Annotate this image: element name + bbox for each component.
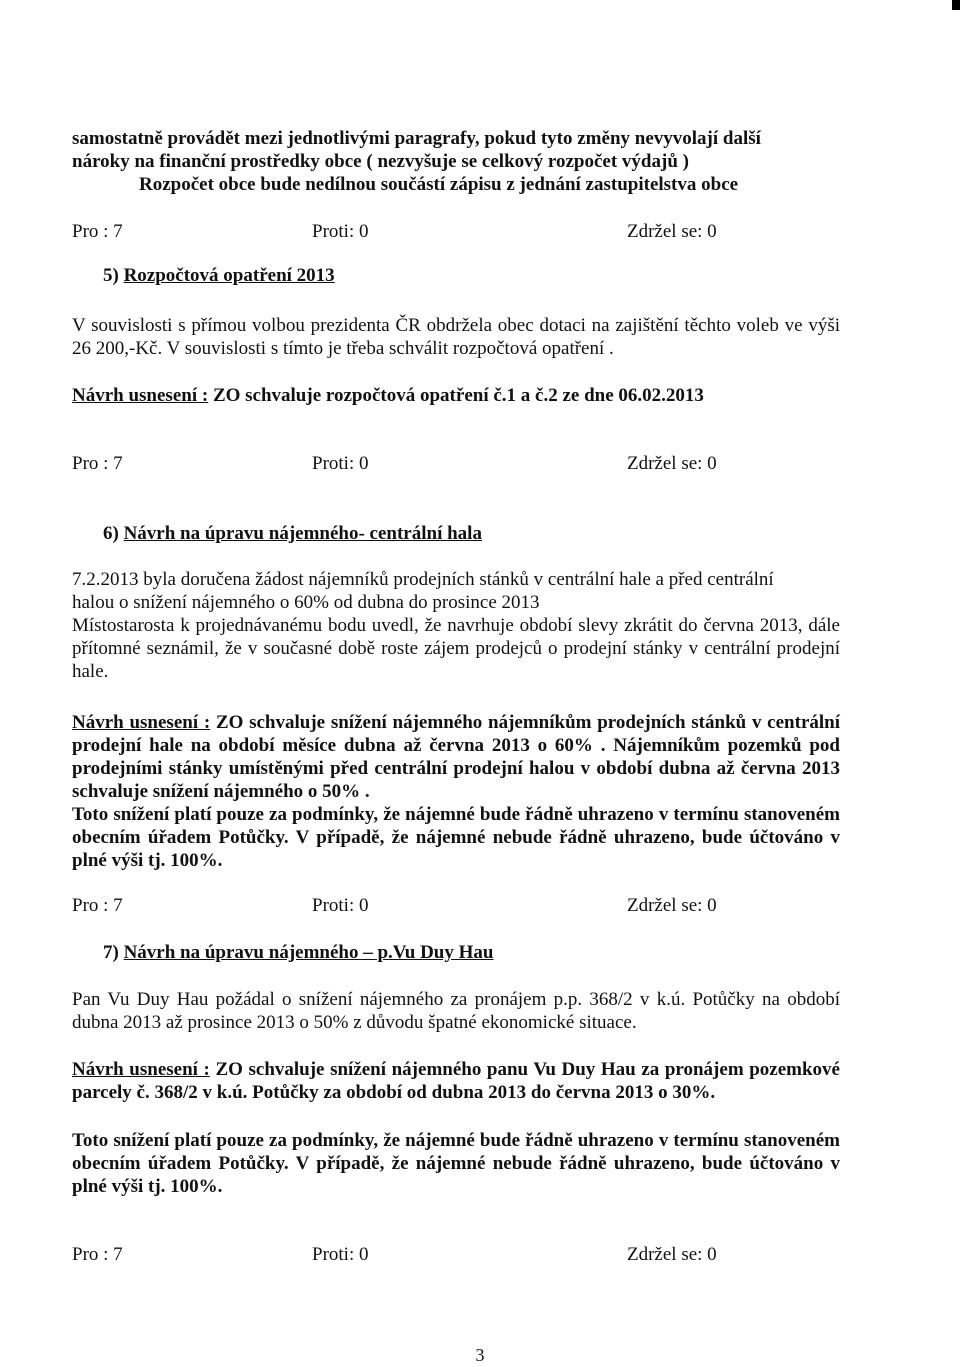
vote-zdrzel: Zdržel se: 0 [627, 895, 717, 916]
section-6-title: Návrh na úpravu nájemného- centrální hala [123, 523, 482, 544]
section-7-heading [103, 941, 493, 965]
section-6-proposal [72, 711, 840, 803]
proposal-label: Návrh usnesení : [72, 385, 209, 406]
section-5-title: Rozpočtová opatření 2013 [123, 265, 335, 286]
vote-row-1 [72, 220, 840, 244]
proposal-label: Návrh usnesení : [72, 1059, 210, 1080]
vote-zdrzel: Zdržel se: 0 [627, 1244, 717, 1265]
intro-line-2: nároky na finanční prostředky obce ( nezvyšuje se celkový rozpočet výdajů ) [72, 151, 689, 172]
section-7-condition: Toto snížení platí pouze za podmínky, že nájemné bude řádně uhrazeno v termínu stanoveném obecním úřadem Potůčky. V případě, že nájemné nebude řádně uhrazeno, bude účtováno v plné výši tj. 100%. [72, 1130, 840, 1197]
vote-row-2 [72, 452, 840, 476]
proposal-text: ZO schvaluje snížení nájemného panu Vu Duy Hau za pronájem pozemkové parcely č. 368/2 v k.ú. Potůčky za období od dubna 2013 do června 2013 o 30%. [72, 1059, 840, 1103]
vote-proti: Proti: 0 [312, 221, 369, 242]
section-7-proposal [72, 1058, 840, 1104]
intro-line-3: Rozpočet obce bude nedílnou součástí zápisu z jednání zastupitelstva obce [139, 174, 739, 195]
vote-pro: Pro : 7 [72, 221, 123, 242]
vote-proti: Proti: 0 [312, 1244, 369, 1265]
vote-row-4 [72, 1243, 840, 1267]
vote-proti: Proti: 0 [312, 453, 369, 474]
section-6-condition: Toto snížení platí pouze za podmínky, že nájemné bude řádně uhrazeno v termínu stanoveném obecním úřadem Potůčky. V případě, že nájemné nebude řádně uhrazeno, bude účtováno v plné výši tj. 100%. [72, 804, 840, 871]
section-6-heading [103, 522, 482, 546]
section-7-number: 7) [103, 942, 119, 963]
vote-row-3 [72, 894, 840, 918]
section-6-paragraph-2: Místostarosta k projednávanému bodu uvedl, že navrhuje období slevy zkrátit do června 2013, dále přítomné seznámil, že v současné době roste zájem prodejců o prodejní stánky v centrální prodejní hale. [72, 615, 840, 682]
vote-pro: Pro : 7 [72, 453, 123, 474]
section-5-proposal [72, 384, 840, 407]
page-number: 3 [475, 1345, 485, 1365]
section-6-number: 6) [103, 523, 119, 544]
proposal-text: ZO schvaluje rozpočtová opatření č.1 a č.2 ze dne 06.02.2013 [208, 385, 704, 406]
section-5-number: 5) [103, 265, 119, 286]
vote-pro: Pro : 7 [72, 1244, 123, 1265]
section-6-para-line-2: halou o snížení nájemného o 60% od dubna do prosince 2013 [72, 592, 540, 613]
vote-pro: Pro : 7 [72, 895, 123, 916]
intro-text [72, 127, 840, 196]
section-6-paragraph-1 [72, 568, 840, 614]
proposal-text: ZO schvaluje snížení nájemného nájemníkům prodejních stánků v centrální prodejní hale na období měsíce dubna až června 2013 o 60% . Nájemníkům pozemků pod prodejními stánky umístěnými před centrální prodejní halou v období dubna až června 2013 schvaluje snížení nájemného o 50% . [72, 712, 840, 802]
section-7-title: Návrh na úpravu nájemného – p.Vu Duy Hau [123, 942, 494, 963]
vote-zdrzel: Zdržel se: 0 [627, 221, 717, 242]
intro-line-1: samostatně provádět mezi jednotlivými paragrafy, pokud tyto změny nevyvolají další [72, 128, 761, 149]
vote-zdrzel: Zdržel se: 0 [627, 453, 717, 474]
section-5-paragraph: V souvislosti s přímou volbou prezidenta ČR obdržela obec dotaci na zajištění těchto voleb ve výši 26 200,-Kč. V souvislosti s tímto je třeba schválit rozpočtová opatření . [72, 315, 840, 359]
section-6-para-line-1: 7.2.2013 byla doručena žádost nájemníků prodejních stánků v centrální hale a před centrální [72, 569, 774, 590]
vote-proti: Proti: 0 [312, 895, 369, 916]
section-7-paragraph: Pan Vu Duy Hau požádal o snížení nájemného za pronájem p.p. 368/2 v k.ú. Potůčky na období dubna 2013 až prosince 2013 o 50% z důvodu špatné ekonomické situace. [72, 989, 840, 1033]
proposal-label: Návrh usnesení : [72, 712, 211, 733]
scan-corner-mark [952, 0, 960, 10]
section-5-heading [103, 264, 335, 288]
